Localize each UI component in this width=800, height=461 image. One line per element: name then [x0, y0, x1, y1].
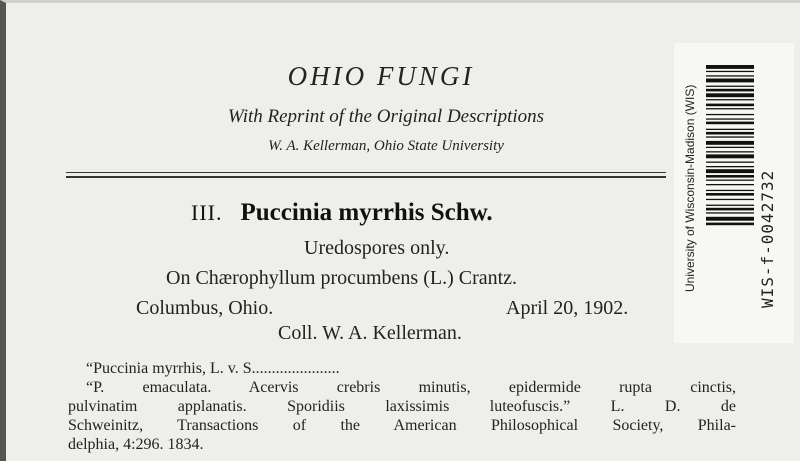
description-line: pulvinatim applanatis. Sporidiis laxissimis luteofuscis.” L. D. de — [68, 398, 736, 415]
species-name: Puccinia myrrhis Schw. — [240, 199, 493, 226]
divider-thick — [66, 176, 666, 178]
divider-thin — [66, 172, 666, 173]
species-heading — [191, 199, 493, 227]
series-subtitle: With Reprint of the Original Descriptions — [227, 106, 545, 127]
description-line: “Puccinia myrrhis, L. v. S...................... — [86, 360, 340, 377]
series-title: OHIO FUNGI — [287, 61, 475, 91]
description-line: delphia, 4:296. 1834. — [68, 436, 204, 453]
barcode-id: WIS-f-0042732 — [758, 169, 777, 308]
collector: Coll. W. A. Kellerman. — [278, 322, 462, 344]
locality: Columbus, Ohio. — [136, 297, 274, 319]
spore-stage: Uredospores only. — [304, 237, 450, 259]
description-line: “P. emaculata. Acervis crebris minutis, epidermide rupta cinctis, — [86, 379, 736, 396]
barcode-icon — [706, 65, 754, 330]
description-line: Schweinitz, Transactions of the American Philosophical Society, Phila- — [68, 417, 736, 434]
collection-date: April 20, 1902. — [506, 297, 629, 319]
specimen-number: III. — [191, 200, 223, 225]
host-plant: On Chærophyllum procumbens (L.) Crantz. — [166, 267, 518, 289]
series-author: W. A. Kellerman, Ohio State University — [268, 138, 504, 154]
barcode-institution: University of Wisconsin-Madison (WIS) — [683, 84, 697, 292]
